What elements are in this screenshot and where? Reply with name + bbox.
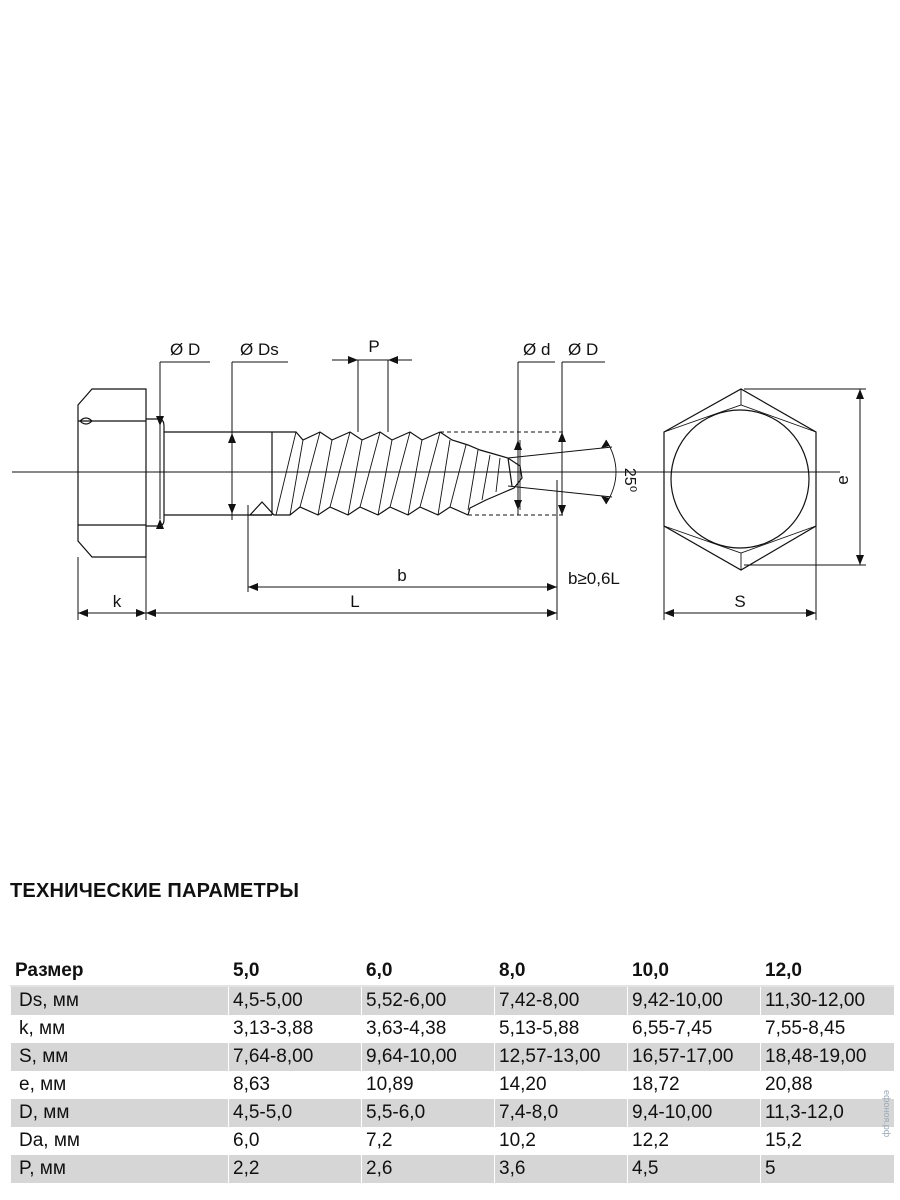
value-cell: 8,63 (229, 1071, 362, 1099)
spec-title: ТЕХНИЧЕСКИЕ ПАРАМЕТРЫ (10, 880, 300, 902)
thread-length-note: b≥0,6L (568, 569, 620, 588)
row-label-cell: e, мм (11, 1071, 229, 1099)
dim-thread-length (248, 480, 620, 620)
table-row (11, 1155, 894, 1183)
value-cell: 7,64-8,00 (229, 1043, 362, 1071)
length-label: L (350, 592, 360, 611)
dim-pitch (332, 337, 412, 432)
value-cell: 9,42-10,00 (628, 986, 761, 1015)
row-label-cell: P, мм (11, 1155, 229, 1183)
value-cell: 4,5 (628, 1155, 761, 1183)
screw-shank-thread (164, 432, 565, 515)
row-label-cell: D, мм (11, 1099, 229, 1127)
table-row (11, 1071, 894, 1099)
value-cell: 11,30-12,00 (761, 986, 894, 1015)
row-label-cell: k, мм (11, 1015, 229, 1043)
value-cell: 4,5-5,00 (229, 986, 362, 1015)
value-cell: 12,57-13,00 (495, 1043, 628, 1071)
thread-diameter-label: Ø D (568, 340, 599, 359)
value-cell: 3,13-3,88 (229, 1015, 362, 1043)
pitch-label: P (368, 337, 380, 356)
header-cell: 10,0 (628, 957, 761, 986)
value-cell: 4,5-5,0 (229, 1099, 362, 1127)
table-row (11, 1015, 894, 1043)
header-cell: Размер (11, 957, 229, 986)
row-label-cell: Da, мм (11, 1127, 229, 1155)
value-cell: 6,55-7,45 (628, 1015, 761, 1043)
header-cell: 8,0 (495, 957, 628, 986)
value-cell: 18,48-19,00 (761, 1043, 894, 1071)
value-cell: 9,64-10,00 (362, 1043, 495, 1071)
head-diameter-label: Ø D (170, 340, 201, 359)
value-cell: 5,5-6,0 (362, 1099, 495, 1127)
watermark: ефоноя.рф (882, 1090, 892, 1138)
core-diameter-label: Ø d (523, 340, 551, 359)
shank-diameter-label: Ø Ds (240, 340, 279, 359)
table-row (11, 1043, 894, 1071)
dim-length-and-head-height (78, 557, 557, 620)
value-cell: 18,72 (628, 1071, 761, 1099)
value-cell: 15,2 (761, 1127, 894, 1155)
value-cell: 5 (761, 1155, 894, 1183)
dim-shank-diameter (228, 340, 288, 520)
value-cell: 6,0 (229, 1127, 362, 1155)
thread-length-label: b (397, 566, 407, 585)
value-cell: 9,4-10,00 (628, 1099, 761, 1127)
header-cell: 5,0 (229, 957, 362, 986)
value-cell: 3,63-4,38 (362, 1015, 495, 1043)
value-cell: 7,4-8,0 (495, 1099, 628, 1127)
screw-head-side-view (78, 389, 164, 557)
value-cell: 11,3-12,0 (761, 1099, 894, 1127)
header-cell: 6,0 (362, 957, 495, 986)
head-height-label: k (112, 592, 122, 611)
value-cell: 5,13-5,88 (495, 1015, 628, 1043)
value-cell: 10,2 (495, 1127, 628, 1155)
spec-table (10, 957, 894, 1183)
screw-head-end-view (664, 389, 816, 570)
table-header-row (11, 957, 894, 986)
value-cell: 20,88 (761, 1071, 894, 1099)
table-row (11, 986, 894, 1015)
value-cell: 7,42-8,00 (495, 986, 628, 1015)
value-cell: 2,6 (362, 1155, 495, 1183)
across-flats-label: S (734, 592, 746, 611)
value-cell: 12,2 (628, 1127, 761, 1155)
table-row (11, 1099, 894, 1127)
value-cell: 14,20 (495, 1071, 628, 1099)
header-cell: 12,0 (761, 957, 894, 986)
angle-label: 25⁰ (621, 467, 638, 493)
table-row (11, 1127, 894, 1155)
value-cell: 2,2 (229, 1155, 362, 1183)
value-cell: 7,2 (362, 1127, 495, 1155)
value-cell: 3,6 (495, 1155, 628, 1183)
value-cell: 7,55-8,45 (761, 1015, 894, 1043)
row-label-cell: S, мм (11, 1043, 229, 1071)
dim-across-flats (664, 526, 816, 620)
row-label-cell: Ds, мм (11, 986, 229, 1015)
value-cell: 16,57-17,00 (628, 1043, 761, 1071)
dim-across-corners (744, 389, 866, 565)
value-cell: 10,89 (362, 1071, 495, 1099)
across-corners-label: e (833, 475, 852, 485)
dim-thread-diameter (558, 340, 605, 515)
value-cell: 5,52-6,00 (362, 986, 495, 1015)
